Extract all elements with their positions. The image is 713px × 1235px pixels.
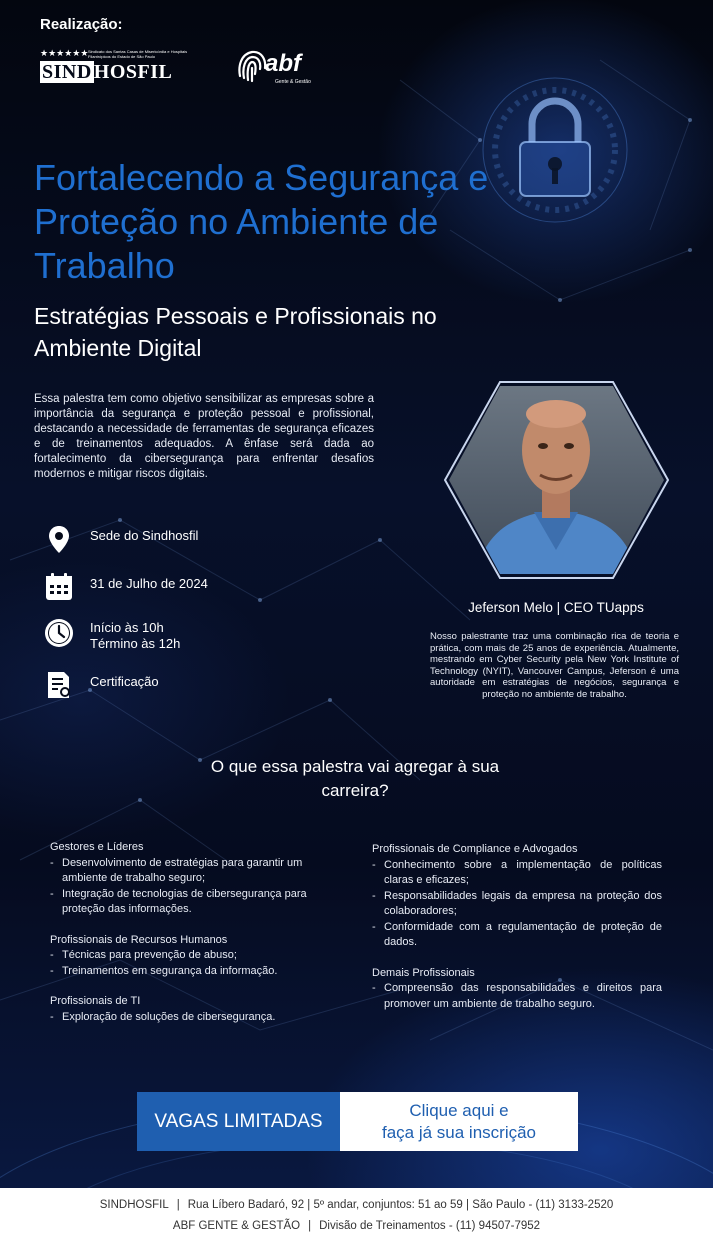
calendar-icon xyxy=(44,572,74,602)
register-link-line1: Clique aqui e xyxy=(409,1100,509,1120)
benefit-item: - Responsabilidades legais da empresa na proteção dos colaboradores; xyxy=(372,889,662,920)
benefits-section-title: O que essa palestra vai agregar à sua carreira? xyxy=(210,757,500,800)
benefit-item: - Exploração de soluções de cibersegurança. xyxy=(50,1010,350,1026)
benefit-item: - Conformidade com a regulamentação de proteção de dados. xyxy=(372,920,662,951)
benefit-group-title: Profissionais de Compliance e Advogados xyxy=(372,843,578,855)
speaker-bio: Nosso palestrante traz uma combinação rica de teoria e prática, com mais de 25 anos de experiência. Atualmente, mestrando em Cyber Security pela New York Institute of Technology (NYIT), Vancouver Campus, Jeferson é uma autoridade em estratégias de negócios, segurança e proteção no ambiente de trabalho. xyxy=(430,631,679,700)
footer-line-1: SINDHOSFIL | Rua Líbero Badaró, 92 | 5º andar, conjuntos: 51 ao 59 | São Paulo - (11) 3133-2520 xyxy=(99,1199,614,1211)
footer-line-2: ABF GENTE & GESTÃO | Divisão de Treinamentos - (11) 94507-7952 xyxy=(172,1220,541,1232)
sindhosfil-logo-word: SIND HOSFIL xyxy=(42,61,173,83)
start-time: Início às 10h xyxy=(90,620,164,635)
limited-spots-badge: VAGAS LIMITADAS xyxy=(137,1092,340,1151)
benefit-group xyxy=(50,994,350,1025)
benefit-group xyxy=(372,966,662,1013)
abf-logo-subtext: Gente & Gestão xyxy=(275,79,311,85)
page-subtitle: Estratégias Pessoais e Profissionais no Ambiente Digital xyxy=(34,303,437,361)
event-description: Essa palestra tem como objetivo sensibilizar as empresas sobre a importância da segurança e proteção pessoal e profissional, destacando a necessidade de ferramentas de segurança eficazes e de treinamentos adequados. A ênfase será dada ao fortalecimento da cibersegurança para enfrentar desafios modernos e mitigar riscos digitais. xyxy=(34,393,374,480)
benefit-group-title: Profissionais de TI xyxy=(50,995,141,1007)
footer-org-abf: ABF GENTE & GESTÃO xyxy=(172,1220,301,1232)
abf-logo-word: abf xyxy=(265,50,301,77)
sindhosfil-logo-subtext: Sindicato dos Santas Casas de Misericórdia e Hospitais Filantrópicos do Estado de São Paulo xyxy=(88,49,188,59)
benefit-group-title: Profissionais de Recursos Humanos xyxy=(50,933,228,946)
location-text: Sede do Sindhosfil xyxy=(90,528,199,543)
certification-text: Certificação xyxy=(90,674,159,689)
benefit-group-title: Gestores e Líderes xyxy=(50,841,144,853)
clock-icon xyxy=(44,618,74,648)
footer-address: Rua Líbero Badaró, 92 | 5º andar, conjuntos: 51 ao 59 | São Paulo - (11) 3133-2520 xyxy=(187,1199,614,1211)
fingerprint-icon xyxy=(235,46,269,86)
benefit-item: - Desenvolvimento de estratégias para garantir um ambiente de trabalho seguro; xyxy=(50,856,350,887)
page-title: Fortalecendo a Segurança e Proteção no Ambiente de Trabalho xyxy=(34,157,489,286)
info-time xyxy=(44,616,304,652)
benefit-item: - Integração de tecnologias de cibersegurança para proteção das informações. xyxy=(50,887,350,918)
benefits-column-left xyxy=(50,840,350,1040)
date-text: 31 de Julho de 2024 xyxy=(90,576,208,591)
time-text xyxy=(90,620,180,652)
certificate-icon xyxy=(44,670,74,700)
speaker-photo xyxy=(444,380,669,580)
end-time: Término às 12h xyxy=(90,636,181,651)
speaker-name: Jeferson Melo | CEO TUapps xyxy=(468,600,644,615)
benefit-group xyxy=(50,933,350,980)
benefit-item: - Técnicas para prevenção de abuso; xyxy=(50,948,350,964)
info-certification xyxy=(44,670,304,700)
register-link[interactable] xyxy=(340,1092,578,1151)
footer-training: Divisão de Treinamentos - (11) 94507-7952 xyxy=(319,1220,541,1232)
benefit-item: - Conhecimento sobre a implementação de políticas claras e eficazes; xyxy=(372,858,662,889)
footer-org-sindhosfil: SINDHOSFIL xyxy=(99,1199,169,1211)
realizacao-label: Realização: xyxy=(40,16,123,33)
benefit-group-title: Demais Profissionais xyxy=(372,966,475,979)
info-date xyxy=(44,572,304,602)
benefits-column-right xyxy=(372,842,662,1027)
benefit-group xyxy=(50,840,350,918)
stars-icon: ★★★★★★ xyxy=(40,48,89,58)
info-location xyxy=(44,524,304,554)
abf-logo xyxy=(235,46,325,92)
location-pin-icon xyxy=(44,524,74,554)
benefit-item: - Treinamentos em segurança da informação. xyxy=(50,964,350,980)
footer xyxy=(0,1188,713,1235)
register-link-line2: faça já sua inscrição xyxy=(381,1122,537,1142)
benefit-group xyxy=(372,842,662,951)
benefit-item: - Compreensão das responsabilidades e direitos para promover um ambiente de trabalho seguro. xyxy=(372,981,662,1012)
sindhosfil-logo xyxy=(40,48,190,86)
